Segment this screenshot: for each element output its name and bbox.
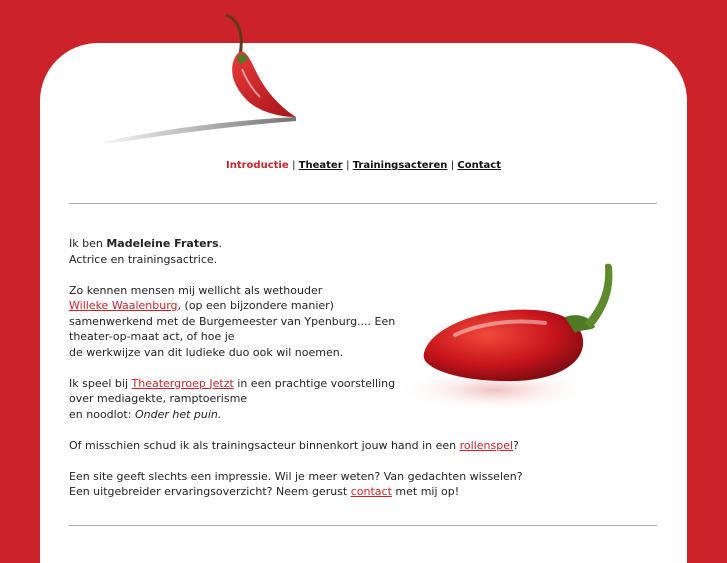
theater-paragraph: Ik speel bij Theatergroep Jetzt in een prachtige voorstelling over mediagekte, ramptoerisme en noodlot: Onder het puin. <box>69 376 396 421</box>
nav-separator: | <box>450 160 458 171</box>
intro-paragraph: Ik ben Madeleine Fraters. Actrice en trainingsactrice. <box>69 237 223 266</box>
nav-theater[interactable]: Theater <box>298 160 343 171</box>
wethouder-paragraph: Zo kennen mensen mij wellicht als wethouder Willeke Waalenburg, (op een bijzondere manier) samenwerkend met de Burgemeester van Ypenburg.... Een theater-op-maat act, of hoe je de werkwijze van dit ludieke duo ook wil noemen. <box>69 283 396 359</box>
rollenspel-paragraph: Of misschien schud ik als trainingsacteur binnenkort jouw hand in een rollenspel? <box>69 438 519 452</box>
willeke-waalenburg-link[interactable]: Willeke Waalenburg <box>69 299 178 312</box>
show-title: Onder het puin. <box>134 407 222 421</box>
bottom-divider <box>69 525 657 526</box>
nav-contact[interactable]: Contact <box>457 160 501 171</box>
theatergroep-jetzt-link[interactable]: Theatergroep Jetzt <box>131 376 234 390</box>
nav-trainingsacteren[interactable]: Trainingsacteren <box>352 160 448 171</box>
nav-separator: | <box>346 160 353 171</box>
nav-introductie[interactable]: Introductie <box>226 160 289 171</box>
chili-pepper-logo-icon <box>90 13 310 143</box>
contact-link[interactable]: contact <box>350 485 392 498</box>
page-container <box>40 43 687 563</box>
rollenspel-link[interactable]: rollenspel <box>459 438 514 452</box>
main-navigation <box>40 160 687 171</box>
red-pepper-photo-icon <box>395 255 620 415</box>
top-divider <box>69 203 657 204</box>
contact-paragraph: Een site geeft slechts een impressie. Wil je meer weten? Van gedachten wisselen? Een uitgebreider ervaringsoverzicht? Neem gerust contact met mij op! <box>69 469 523 498</box>
nav-separator: | <box>292 160 299 171</box>
actress-name: Madeleine Fraters <box>106 237 219 250</box>
